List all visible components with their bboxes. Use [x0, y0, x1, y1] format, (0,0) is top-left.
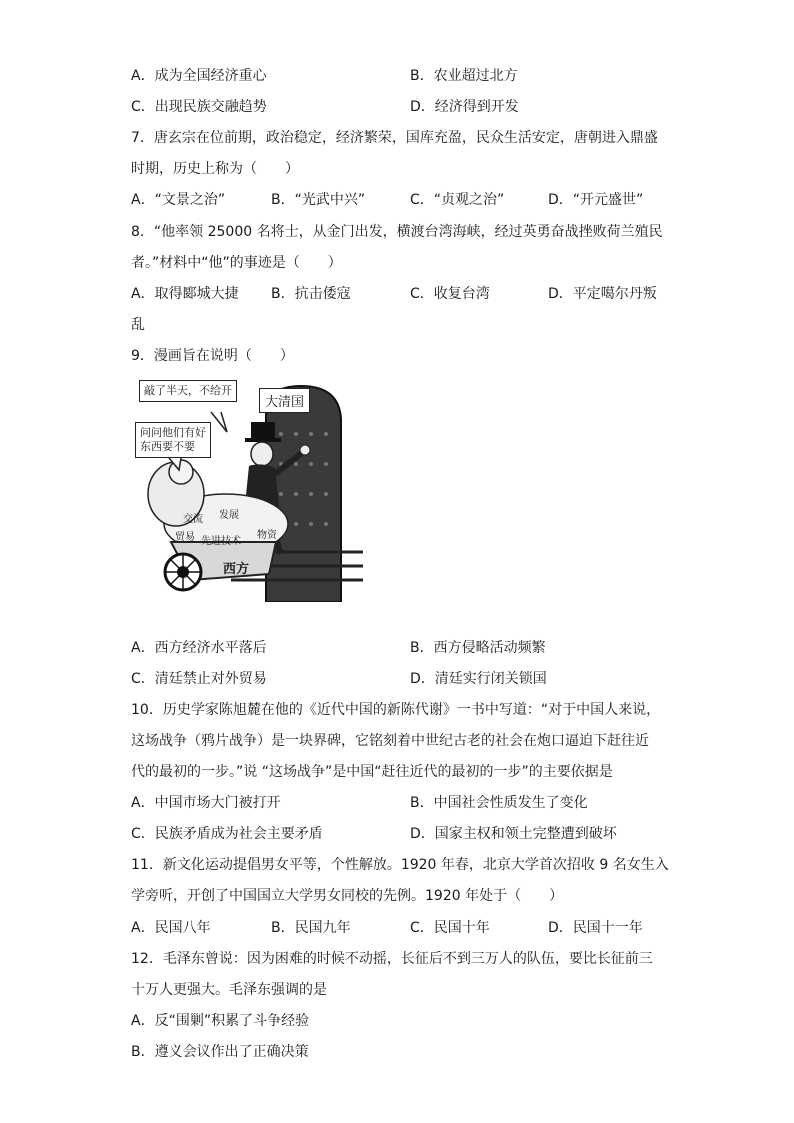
- q12-stem-line2: 十万人更强大。毛泽东强调的是: [131, 982, 327, 998]
- q8-option-a: A．取得郾城大捷: [131, 286, 239, 302]
- q10-option-a: A．中国市场大门被打开: [131, 795, 281, 811]
- q12-option-a: A．反“围剿”积累了斗争经验: [131, 1013, 310, 1029]
- q8-option-b: B．抗击倭寇: [271, 286, 351, 302]
- q8-option-d-continuation: 乱: [131, 317, 145, 333]
- q11-option-b: B．民国九年: [271, 920, 351, 936]
- q11-option-d: D．民国十一年: [548, 920, 643, 936]
- cartoon-tag-goods: 物资: [257, 530, 277, 541]
- q8-option-d: D．平定噶尔丹叛: [548, 286, 657, 302]
- q7-option-a: A．“文景之治”: [131, 192, 226, 208]
- q7-stem-line2: 时期，历史上称为（ ）: [131, 161, 299, 177]
- cartoon-bubble-left: [135, 422, 211, 458]
- q12-stem-line1: 12．毛泽东曾说：因为困难的时候不动摇，长征后不到三万人的队伍，要比长征前三: [131, 951, 653, 967]
- q7-stem-line1: 7．唐玄宗在位前期，政治稳定，经济繁荣，国库充盈，民众生活安定，唐朝进入鼎盛: [131, 130, 658, 146]
- q7-option-d: D．“开元盛世”: [548, 192, 644, 208]
- q11-option-c: C．民国十年: [410, 920, 490, 936]
- q9-cartoon: [131, 374, 363, 602]
- q12-option-b: B．遵义会议作出了正确决策: [131, 1044, 309, 1060]
- cartoon-cart-label: 西方: [223, 562, 250, 577]
- q6-option-a: A．成为全国经济重心: [131, 68, 267, 84]
- q11-stem-line1: 11．新文化运动提倡男女平等，个性解放。1920 年春，北京大学首次招收 9 名女生入: [131, 857, 669, 873]
- q9-option-a: A．西方经济水平落后: [131, 640, 267, 656]
- cartoon-tag-technology: 先进技术: [201, 536, 241, 547]
- q9-option-d: D．清廷实行闭关锁国: [410, 671, 547, 687]
- q8-stem-line1: 8．“他率领 25000 名将士，从金门出发，横渡台湾海峡，经过英勇奋战挫败荷兰殖民: [131, 224, 663, 240]
- q8-stem-line2: 者。”材料中“他”的事迹是（ ）: [131, 255, 342, 271]
- cartoon-tag-development: 发展: [219, 510, 239, 521]
- q9-option-c: C．清廷禁止对外贸易: [131, 671, 267, 687]
- q11-option-a: A．民国八年: [131, 920, 211, 936]
- q10-stem-line3: 代的最初的一步。”说 “这场战争”是中国“赶往近代的最初的一步”的主要依据是: [131, 764, 613, 780]
- q6-option-c: C．出现民族交融趋势: [131, 99, 267, 115]
- q10-option-c: C．民族矛盾成为社会主要矛盾: [131, 826, 323, 842]
- q7-option-c: C．“贞观之治”: [410, 192, 505, 208]
- cartoon-bubble-top: 敲了半天，不给开: [139, 380, 237, 402]
- cartoon-bubble-left-line2: 东西要不要: [140, 440, 195, 453]
- q10-option-b: B．中国社会性质发生了变化: [410, 795, 588, 811]
- cartoon-tag-exchange: 交流: [183, 514, 203, 525]
- q9-stem: 9．漫画旨在说明（ ）: [131, 348, 294, 364]
- cartoon-bubble-left-line1: 问问他们有好: [140, 426, 206, 439]
- q7-option-b: B．“光武中兴”: [271, 192, 366, 208]
- q10-stem-line1: 10．历史学家陈旭麓在他的《近代中国的新陈代谢》一书中写道：“对于中国人来说，: [131, 702, 661, 718]
- q10-option-d: D．国家主权和领土完整遭到破坏: [410, 826, 617, 842]
- cartoon-sign: 大清国: [259, 388, 310, 413]
- q8-option-c: C．收复台湾: [410, 286, 490, 302]
- q6-option-d: D．经济得到开发: [410, 99, 519, 115]
- q9-option-b: B．西方侵略活动频繁: [410, 640, 546, 656]
- q6-option-b: B．农业超过北方: [410, 68, 518, 84]
- q10-stem-line2: 这场战争（鸦片战争）是一块界碑，它铭刻着中世纪古老的社会在炮口逼迫下赶往近: [131, 733, 649, 749]
- q11-stem-line2: 学旁听，开创了中国国立大学男女同校的先例。1920 年处于（ ）: [131, 888, 564, 904]
- cartoon-tag-trade: 贸易: [175, 532, 195, 543]
